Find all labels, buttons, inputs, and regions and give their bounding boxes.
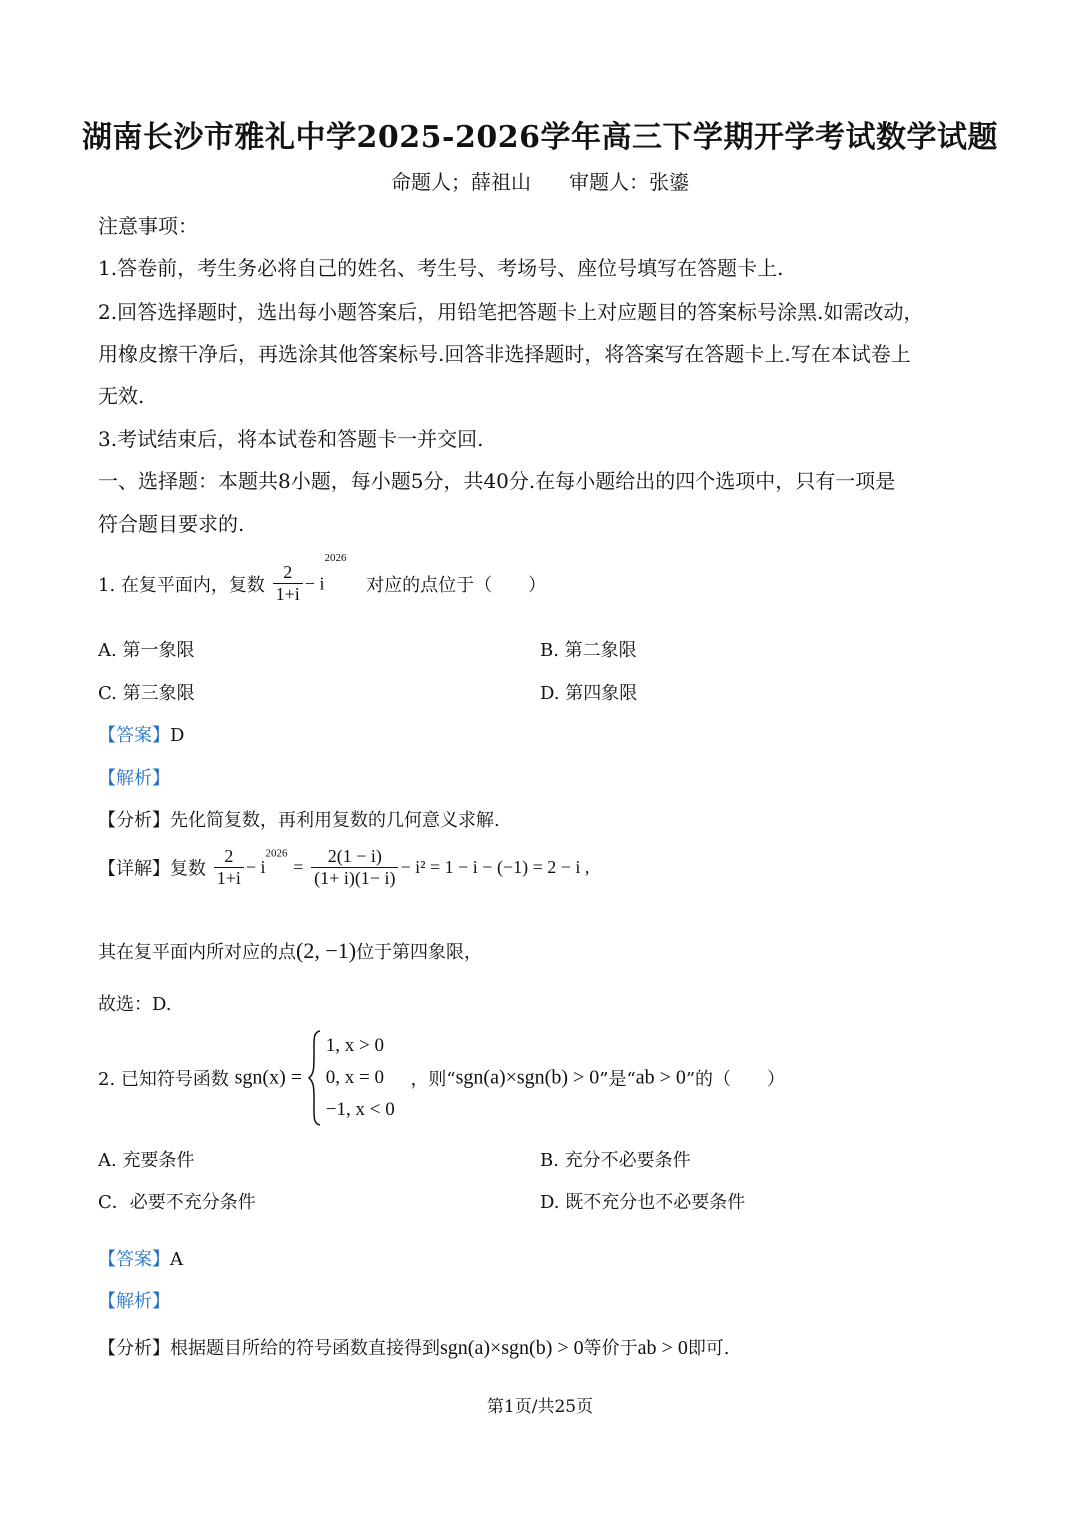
notice-item-3: 3.考试结束后，将本试卷和答题卡一并交回. [98, 427, 484, 451]
setter: 命题人；薛祖山 [391, 170, 531, 194]
q1-fraction: $\frac{2}{1+i}$ [273, 562, 303, 605]
page-title: 湖南长沙市雅礼中学2025-2026学年高三下学期开学考试数学试题 [82, 120, 998, 155]
q2-answer: 【答案】A [98, 1249, 183, 1270]
q2-option-b: B. 充分不必要条件 [540, 1150, 691, 1171]
reviewer: 审题人：张鎏 [569, 170, 689, 194]
q2-option-c: C．必要不充分条件 [98, 1192, 256, 1213]
brace-icon [308, 1030, 322, 1126]
q1-stem: 1. 在复平面内，复数 $\frac{2}{1+i}$ − $i^{2026}$ 对应的点位于（ ） [98, 552, 547, 605]
notice-item-2-line3: 无效. [98, 384, 145, 408]
q1-option-a: A. 第一象限 [98, 640, 195, 661]
q1-option-d: D. 第四象限 [540, 683, 638, 704]
q1-prefix: 1. 在复平面内，复数 [98, 575, 265, 596]
q1-detail: 【详解】复数 $\frac{2}{1+i}$ − $i^{2026}$ = $\frac{2(1 - i)}{(1+ i)(1- i)}$ − i² = 1 − i − (−1) = 2 − i , [98, 846, 590, 888]
notice-item-2-line2: 用橡皮擦干净后，再选涂其他答案标号.回答非选择题时，将答案写在答题卡上.写在本试卷上 [98, 342, 911, 366]
q1-answer: 【答案】D [98, 725, 185, 746]
q1-fenxi: 【分析】先化简复数，再利用复数的几何意义求解. [98, 810, 500, 831]
notice-item-2-line1: 2.回答选择题时，选出每小题答案后，用铅笔把答题卡上对应题目的答案标号涂黑.如需改动， [98, 300, 924, 324]
q1-option-b: B. 第二象限 [540, 640, 637, 661]
q1-point-line: 其在复平面内所对应的点(2, −1)位于第四象限， [98, 938, 483, 963]
notice-heading: 注意事项： [98, 214, 198, 238]
q1-choose: 故选：D. [98, 994, 172, 1015]
q2-option-a: A. 充要条件 [98, 1150, 195, 1171]
q1-option-c: C. 第三象限 [98, 683, 195, 704]
q2-option-d: D. 既不充分也不必要条件 [540, 1192, 746, 1213]
page-number: 第1页/共25页 [486, 1397, 594, 1417]
notice-item-1: 1.答卷前，考生务必将自己的姓名、考生号、考场号、座位号填写在答题卡上. [98, 256, 784, 280]
authors-line [0, 166, 1080, 195]
q1-analysis-tag: 【解析】 [98, 768, 170, 789]
q2-analysis-tag: 【解析】 [98, 1291, 170, 1312]
section-1-line2: 符合题目要求的. [98, 512, 245, 536]
q2-fenxi: 【分析】根据题目所给的符号函数直接得到sgn(a)×sgn(b) > 0等价于ab > 0即可. [98, 1337, 730, 1359]
q2-cases: 1, x > 0 0, x = 0 −1, x < 0 [308, 1030, 395, 1126]
section-1-line1: 一、选择题：本题共8小题，每小题5分，共40分.在每小题给出的四个选项中，只有一项是 [98, 469, 896, 493]
q1-suffix: 对应的点位于（ ） [366, 575, 547, 596]
q2-stem: 2. 已知符号函数 sgn(x) = 1, x > 0 0, x = 0 −1, x < 0 ，则“sgn(a)×sgn(b) > 0”是“ab > 0”的（ ） [98, 1030, 785, 1126]
